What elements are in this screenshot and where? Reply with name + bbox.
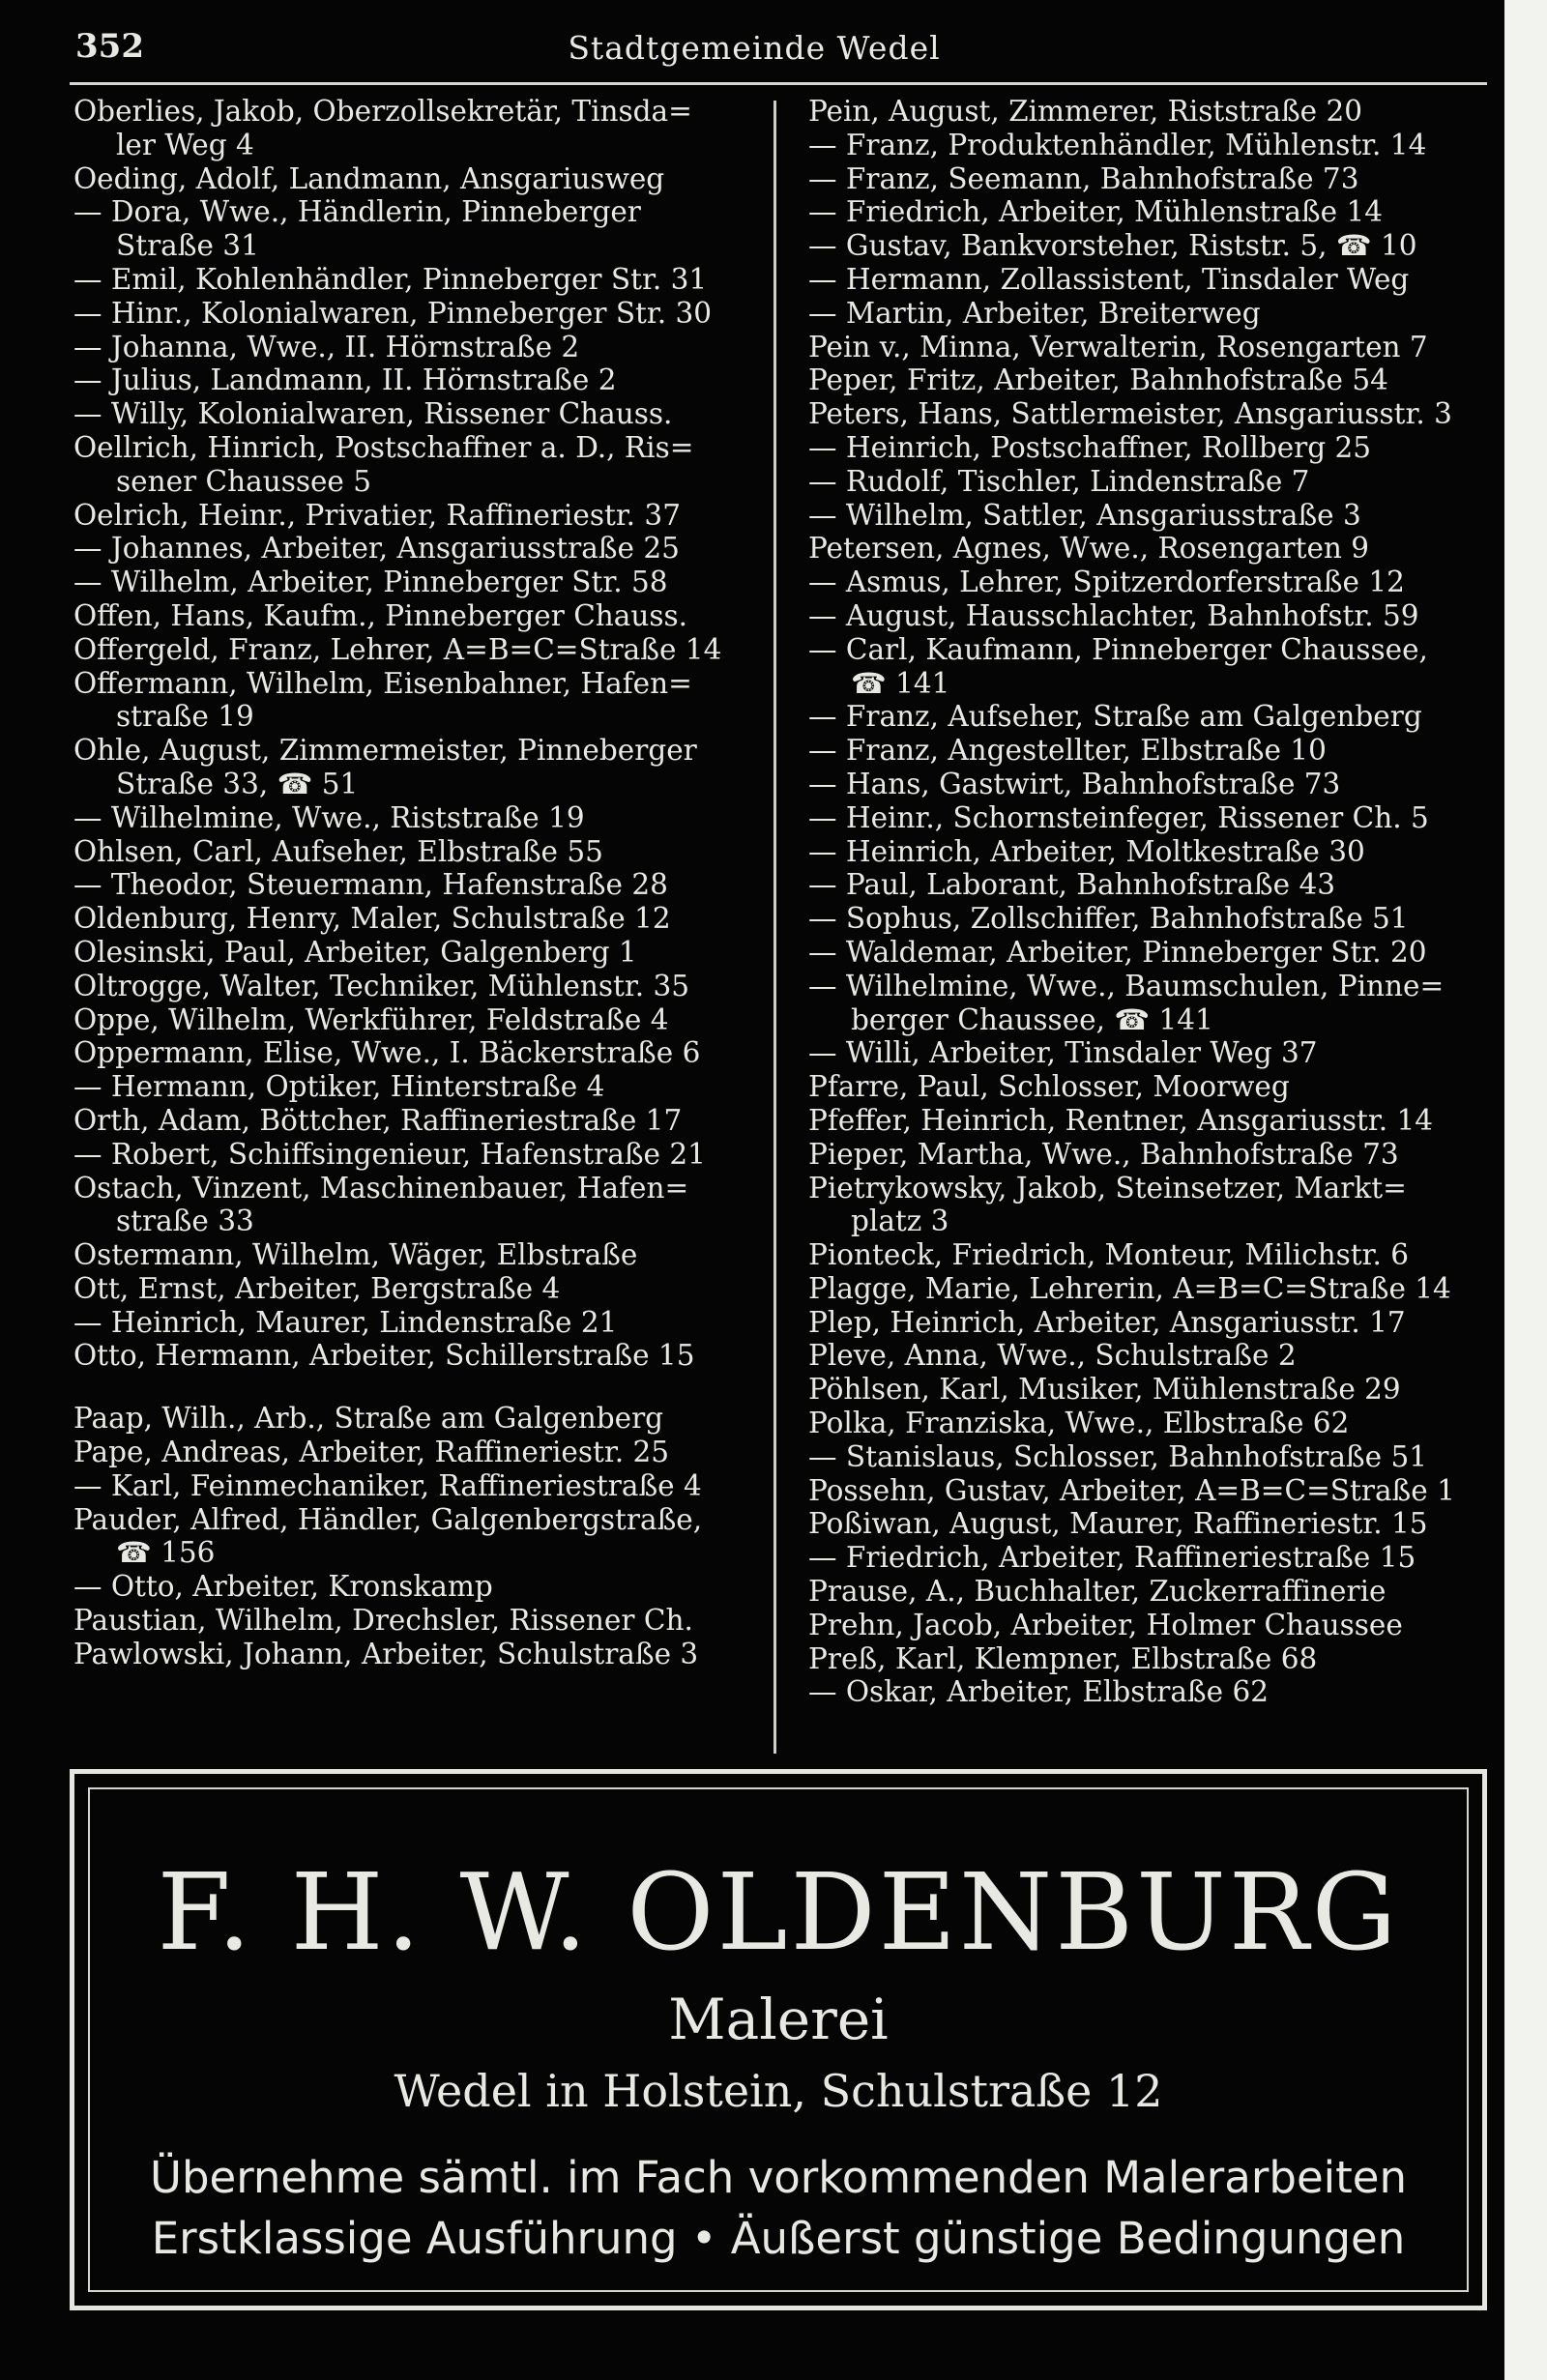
directory-entry	[73, 1638, 758, 1671]
entry-line: — Theodor, Steuermann, Hafenstraße 28	[73, 868, 668, 902]
entry-line: — Emil, Kohlenhändler, Pinneberger Str. 31	[73, 262, 708, 296]
entry-line: — Otto, Arbeiter, Kronskamp	[73, 1570, 493, 1604]
entry-line: Polka, Franziska, Wwe., Elbstraße 62	[808, 1407, 1350, 1440]
entry-continuation: Straße 33, ☎ 51	[116, 767, 359, 800]
ad-slogan-1: Übernehme sämtl. im Fach vorkommenden Malerarbeiten	[150, 2152, 1407, 2203]
entry-line: — Paul, Laborant, Bahnhofstraße 43	[808, 868, 1336, 902]
entry-line: — Wilhelm, Arbeiter, Pinneberger Str. 58	[73, 566, 668, 599]
directory-entry	[808, 431, 1491, 465]
entry-line: — Stanislaus, Schlosser, Bahnhofstraße 51	[808, 1439, 1427, 1473]
directory-entry	[808, 229, 1491, 263]
directory-entry	[73, 397, 758, 431]
directory-entry	[808, 1507, 1491, 1541]
entry-line: Pieper, Martha, Wwe., Bahnhofstraße 73	[808, 1137, 1399, 1171]
entry-line: Paap, Wilh., Arb., Straße am Galgenberg	[73, 1402, 664, 1436]
directory-entry	[73, 633, 758, 667]
entry-line: — Heinr., Schornsteinfeger, Rissener Ch. 5	[808, 800, 1429, 834]
directory-entry	[73, 936, 758, 970]
directory-entry	[808, 1070, 1491, 1104]
directory-entry	[808, 633, 1491, 701]
entry-line: Pleve, Anna, Wwe., Schulstraße 2	[808, 1339, 1297, 1373]
directory-entry	[808, 297, 1491, 331]
entry-line: Pfeffer, Heinrich, Rentner, Ansgariusstr. 14	[808, 1103, 1434, 1137]
directory-entry	[808, 465, 1491, 499]
directory-entry	[808, 1407, 1491, 1440]
ad-firm-name: F. H. W. OLDENBURG	[157, 1850, 1400, 1974]
entry-line: Oellrich, Hinrich, Postschaffner a. D., Ris=	[73, 430, 694, 464]
directory-entry	[73, 195, 758, 263]
directory-entry	[73, 801, 758, 835]
directory-entry	[73, 1306, 758, 1340]
entry-line: Oelrich, Heinr., Privatier, Raffineriestr. 37	[73, 498, 681, 532]
directory-entry	[808, 1440, 1491, 1474]
entry-line: — Oskar, Arbeiter, Elbstraße 62	[808, 1675, 1270, 1709]
section-gap	[73, 1373, 758, 1402]
directory-entry	[808, 868, 1491, 902]
entry-line: — Johannes, Arbeiter, Ansgariusstraße 25	[73, 532, 680, 566]
directory-entry	[808, 734, 1491, 768]
directory-entry	[73, 970, 758, 1003]
entry-line: — Heinrich, Arbeiter, Moltkestraße 30	[808, 834, 1365, 868]
directory-entry	[73, 1172, 758, 1239]
entry-line: — Friedrich, Arbeiter, Mühlenstraße 14	[808, 195, 1384, 229]
directory-entry	[73, 1104, 758, 1138]
entry-line: Olesinski, Paul, Arbeiter, Galgenberg 1	[73, 935, 637, 969]
entry-line: — Heinrich, Postschaffner, Rollberg 25	[808, 430, 1372, 464]
directory-entry	[73, 1604, 758, 1638]
entry-line: Ostermann, Wilhelm, Wäger, Elbstraße	[73, 1238, 638, 1272]
directory-entry	[73, 599, 758, 633]
directory-entry	[73, 363, 758, 397]
entry-line: — Rudolf, Tischler, Lindenstraße 7	[808, 464, 1310, 498]
directory-entry	[808, 1541, 1491, 1575]
entry-line: — Hermann, Zollassistent, Tinsdaler Weg	[808, 262, 1410, 296]
directory-entry	[73, 1003, 758, 1037]
entry-line: Plagge, Marie, Lehrerin, A=B=C=Straße 14	[808, 1271, 1451, 1305]
entry-line: Ostach, Vinzent, Maschinenbauer, Hafen=	[73, 1171, 689, 1205]
directory-entry	[808, 1339, 1491, 1373]
directory-entry	[73, 499, 758, 533]
entry-line: — Friedrich, Arbeiter, Raffineriestraße 15	[808, 1541, 1416, 1575]
directory-entry	[808, 1036, 1491, 1070]
directory-entry	[73, 532, 758, 566]
entry-line: — Hans, Gastwirt, Bahnhofstraße 73	[808, 767, 1341, 800]
directory-entry	[73, 1070, 758, 1104]
entry-line: Otto, Hermann, Arbeiter, Schillerstraße 15	[73, 1339, 695, 1373]
entry-continuation: sener Chaussee 5	[116, 464, 372, 498]
entry-line: Pöhlsen, Karl, Musiker, Mühlenstraße 29	[808, 1373, 1401, 1407]
directory-entry	[808, 936, 1491, 970]
directory-entry	[808, 566, 1491, 599]
directory-entry	[808, 1474, 1491, 1508]
entry-line: Pionteck, Friedrich, Monteur, Milichstr. 6	[808, 1238, 1409, 1272]
directory-entry	[73, 162, 758, 196]
ad-trade: Malerei	[668, 1987, 889, 2052]
entry-line: — Julius, Landmann, II. Hörnstraße 2	[73, 363, 617, 397]
entry-line: Plep, Heinrich, Arbeiter, Ansgariusstr. 17	[808, 1305, 1406, 1339]
entry-line: Poßiwan, August, Maurer, Raffineriestr. 15	[808, 1507, 1428, 1541]
entry-line: Pietrykowsky, Jakob, Steinsetzer, Markt=	[808, 1171, 1407, 1205]
entry-line: Preß, Karl, Klempner, Elbstraße 68	[808, 1641, 1318, 1675]
entry-line: — Franz, Seemann, Bahnhofstraße 73	[808, 161, 1359, 195]
entry-continuation: ler Weg 4	[116, 128, 254, 161]
directory-entry	[73, 566, 758, 599]
entry-line: — Johanna, Wwe., II. Hörnstraße 2	[73, 330, 580, 363]
directory-entry	[73, 1339, 758, 1373]
entry-line: Prehn, Jacob, Arbeiter, Holmer Chaussee	[808, 1608, 1403, 1641]
directory-entry	[808, 499, 1491, 533]
entry-continuation: ☎ 141	[851, 666, 950, 700]
directory-entry	[808, 1675, 1491, 1709]
entry-line: Possehn, Gustav, Arbeiter, A=B=C=Straße 1	[808, 1473, 1455, 1507]
entry-line: Oltrogge, Walter, Techniker, Mühlenstr. 35	[73, 969, 690, 1002]
ad-slogan-2: Erstklassige Ausführung • Äußerst günstige Bedingungen	[151, 2213, 1406, 2264]
directory-entry	[808, 129, 1491, 162]
entry-line: — Franz, Aufseher, Straße am Galgenberg	[808, 700, 1422, 734]
ad-address: Wedel in Holstein, Schulstraße 12	[394, 2065, 1163, 2117]
entry-line: — Asmus, Lehrer, Spitzerdorferstraße 12	[808, 566, 1405, 599]
directory-entry	[73, 734, 758, 801]
directory-entry	[73, 835, 758, 869]
entry-line: Oldenburg, Henry, Maler, Schulstraße 12	[73, 902, 671, 936]
directory-entry	[73, 868, 758, 902]
directory-entry	[808, 1138, 1491, 1172]
directory-entry	[808, 1306, 1491, 1340]
entry-line: — Dora, Wwe., Händlerin, Pinneberger	[73, 195, 641, 229]
entry-continuation: Straße 31	[116, 229, 259, 263]
entry-line: Peper, Fritz, Arbeiter, Bahnhofstraße 54	[808, 363, 1388, 397]
entry-continuation: berger Chaussee, ☎ 141	[851, 1002, 1213, 1036]
entry-line: Petersen, Agnes, Wwe., Rosengarten 9	[808, 532, 1370, 566]
entry-continuation: straße 33	[116, 1205, 254, 1238]
entry-line: Oppermann, Elise, Wwe., I. Bäckerstraße 6	[73, 1036, 701, 1070]
page-number: 352	[75, 27, 144, 66]
entry-line: — Hinr., Kolonialwaren, Pinneberger Str. 30	[73, 296, 713, 330]
entry-line: Orth, Adam, Böttcher, Raffineriestraße 17	[73, 1103, 683, 1137]
directory-entry	[808, 700, 1491, 734]
directory-entry	[808, 363, 1491, 397]
directory-entry	[808, 970, 1491, 1037]
entry-line: — Sophus, Zollschiffer, Bahnhofstraße 51	[808, 902, 1409, 936]
directory-entry	[808, 397, 1491, 431]
entry-line: Pein v., Minna, Verwalterin, Rosengarten 7	[808, 330, 1428, 363]
entry-line: Oppe, Wilhelm, Werkführer, Feldstraße 4	[73, 1002, 669, 1036]
entry-line: Oeding, Adolf, Landmann, Ansgariusweg	[73, 161, 665, 195]
header-rule	[70, 82, 1487, 85]
entry-continuation: straße 19	[116, 700, 254, 734]
directory-entry	[73, 95, 758, 162]
entry-continuation: ☎ 156	[116, 1536, 216, 1570]
entry-line: — Carl, Kaufmann, Pinneberger Chaussee,	[808, 632, 1428, 666]
entry-line: — Wilhelmine, Wwe., Riststraße 19	[73, 800, 585, 834]
directory-entry	[808, 1104, 1491, 1138]
directory-entry	[73, 331, 758, 364]
entry-line: Pein, August, Zimmerer, Riststraße 20	[808, 95, 1363, 128]
directory-entry	[808, 162, 1491, 196]
directory-entry	[73, 431, 758, 499]
entry-line: — Franz, Produktenhändler, Mühlenstr. 14	[808, 128, 1427, 161]
entry-line: Oberlies, Jakob, Oberzollsekretär, Tinsda=	[73, 95, 692, 128]
entry-line: Offermann, Wilhelm, Eisenbahner, Hafen=	[73, 666, 692, 700]
directory-entry	[808, 1238, 1491, 1272]
entry-line: — Franz, Angestellter, Elbstraße 10	[808, 734, 1327, 768]
entry-line: Pfarre, Paul, Schlosser, Moorweg	[808, 1070, 1290, 1104]
entry-line: — Martin, Arbeiter, Breiterweg	[808, 296, 1261, 330]
directory-entry	[808, 1272, 1491, 1306]
directory-entry	[73, 1238, 758, 1272]
left-column	[73, 95, 758, 1671]
entry-line: — Willy, Kolonialwaren, Rissener Chauss.	[73, 397, 673, 431]
directory-entry	[73, 1272, 758, 1306]
entry-line: — Gustav, Bankvorsteher, Riststr. 5, ☎ 10	[808, 229, 1417, 263]
directory-entry	[73, 667, 758, 735]
entry-line: Paustian, Wilhelm, Drechsler, Rissener Ch.	[73, 1604, 693, 1638]
right-column	[808, 95, 1491, 1709]
entry-line: — Karl, Feinmechaniker, Raffineriestraße 4	[73, 1468, 702, 1502]
entry-line: Peters, Hans, Sattlermeister, Ansgariusstr. 3	[808, 397, 1452, 431]
directory-entry	[73, 902, 758, 936]
directory-entry	[73, 297, 758, 331]
directory-entry	[73, 263, 758, 297]
entry-line: Pape, Andreas, Arbeiter, Raffineriestr. 25	[73, 1436, 670, 1469]
directory-entry	[808, 599, 1491, 633]
directory-entry	[73, 1036, 758, 1070]
directory-entry	[808, 263, 1491, 297]
entry-continuation: platz 3	[851, 1205, 949, 1238]
entry-line: — Heinrich, Maurer, Lindenstraße 21	[73, 1305, 618, 1339]
page-edge	[1504, 0, 1547, 2380]
entry-line: — Waldemar, Arbeiter, Pinneberger Str. 20	[808, 935, 1427, 969]
entry-line: — Hermann, Optiker, Hinterstraße 4	[73, 1070, 605, 1104]
directory-entry	[808, 768, 1491, 801]
entry-line: Ohle, August, Zimmermeister, Pinneberger	[73, 734, 697, 768]
entry-line: Pawlowski, Johann, Arbeiter, Schulstraße 3	[73, 1637, 699, 1670]
directory-entry	[808, 532, 1491, 566]
directory-entry	[808, 902, 1491, 936]
directory-entry	[808, 1373, 1491, 1407]
entry-line: Offen, Hans, Kaufm., Pinneberger Chauss.	[73, 598, 688, 632]
entry-line: — August, Hausschlachter, Bahnhofstr. 59	[808, 598, 1419, 632]
directory-entry	[73, 1402, 758, 1436]
directory-entry	[73, 1469, 758, 1503]
directory-entry	[73, 1503, 758, 1571]
running-title: Stadtgemeinde Wedel	[568, 29, 941, 67]
directory-entry	[808, 1609, 1491, 1642]
directory-entry	[808, 801, 1491, 835]
directory-entry	[808, 835, 1491, 869]
entry-line: — Willi, Arbeiter, Tinsdaler Weg 37	[808, 1036, 1318, 1070]
entry-line: — Wilhelmine, Wwe., Baumschulen, Pinne=	[808, 969, 1445, 1002]
advertisement	[70, 1769, 1487, 2310]
entry-line: Pauder, Alfred, Händler, Galgenbergstraße,	[73, 1502, 703, 1536]
directory-entry	[808, 331, 1491, 364]
directory-entry	[808, 1172, 1491, 1239]
entry-line: Ott, Ernst, Arbeiter, Bergstraße 4	[73, 1271, 561, 1305]
directory-entry	[808, 1575, 1491, 1609]
entry-line: — Wilhelm, Sattler, Ansgariusstraße 3	[808, 498, 1361, 532]
directory-entry	[808, 1642, 1491, 1676]
directory-entry	[73, 1570, 758, 1604]
entry-line: — Robert, Schiffsingenieur, Hafenstraße 21	[73, 1137, 706, 1171]
directory-entry	[808, 95, 1491, 129]
directory-entry	[73, 1138, 758, 1172]
entry-line: Ohlsen, Carl, Aufseher, Elbstraße 55	[73, 834, 603, 868]
column-divider	[774, 101, 776, 1754]
entry-line: Prause, A., Buchhalter, Zuckerraffinerie	[808, 1575, 1386, 1609]
directory-entry	[73, 1436, 758, 1469]
entry-line: Offergeld, Franz, Lehrer, A=B=C=Straße 14	[73, 632, 722, 666]
directory-entry	[808, 195, 1491, 229]
